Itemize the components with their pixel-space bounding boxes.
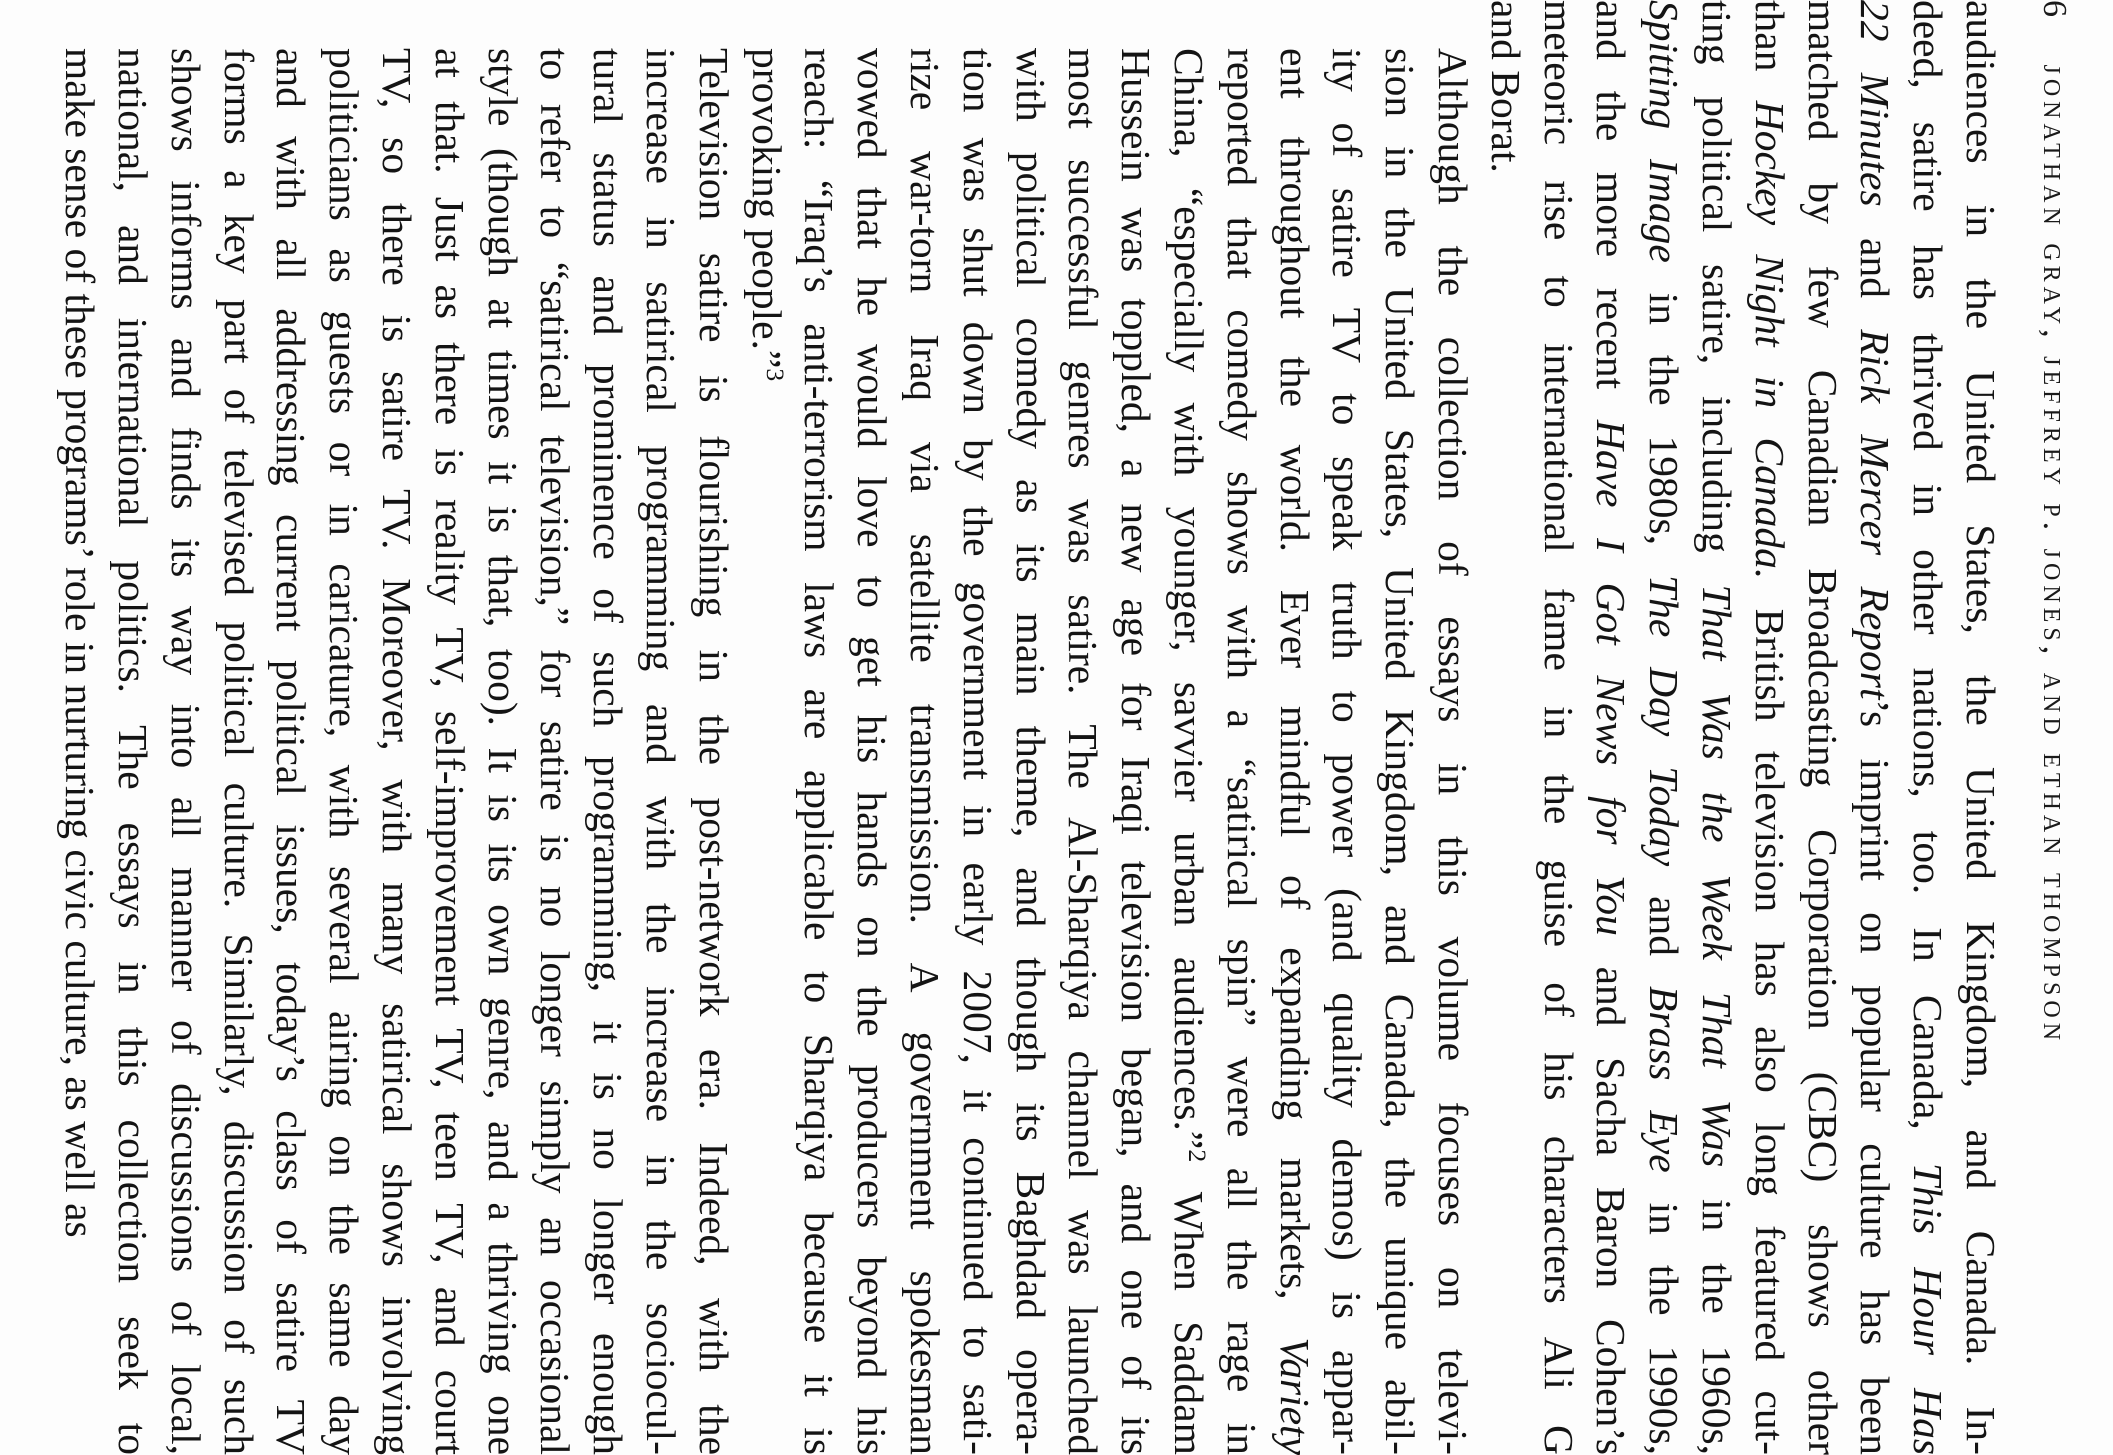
italic-title: Variety: [1271, 1337, 1318, 1455]
text-line: [212, 0, 265, 1455]
text-run: make sense of these programs’ role in nurturing civic culture, as well as: [57, 48, 104, 1238]
text-run: ’s imprint on popular culture has been: [1852, 699, 1899, 1455]
text-run: ent throughout the world. Ever mindful of expanding markets,: [1271, 48, 1318, 1338]
text-run: style (though at times it is that, too). It is its own genre, and a thriving one: [479, 48, 526, 1455]
italic-title: Hockey Night in Canada.: [1746, 100, 1793, 580]
text-run: and Sacha Baron Cohen’s: [1588, 935, 1635, 1455]
italic-title: Brass Eye: [1641, 986, 1688, 1173]
text-line: [1004, 0, 1057, 1455]
text-line: [1479, 0, 1532, 1455]
text-run: with political comedy as its main theme, and though its Baghdad opera-: [1007, 48, 1054, 1455]
text-line: [1321, 0, 1374, 1455]
text-line: [1057, 0, 1110, 1455]
text-run: than: [1746, 0, 1793, 101]
text-line: [845, 0, 898, 1455]
text-run: and the more recent: [1588, 0, 1635, 420]
text-run: ity of satire TV to speak truth to power (and quality demos) is appar-: [1324, 48, 1371, 1455]
text-line: [370, 0, 423, 1455]
footnote-marker: 2: [1183, 1149, 1213, 1163]
text-line: [951, 0, 1004, 1455]
text-run: Hussein was toppled, a new age for Iraqi television began, and one of its: [1113, 48, 1160, 1455]
text-line: [1690, 0, 1743, 1455]
text-line: [687, 0, 740, 1455]
text-run: When Saddam: [1166, 1162, 1213, 1455]
text-run: reported that comedy shows with a “satirical spin” were all the rage in: [1218, 48, 1265, 1455]
page-header: [2035, 0, 2073, 1045]
text-line: [1162, 0, 1215, 1455]
text-line: [634, 0, 687, 1455]
text-run: tion was shut down by the government in early 2007, it continued to sati-: [954, 48, 1001, 1455]
text-line: [1849, 0, 1902, 1455]
text-run: vowed that he would love to get his hands on the producers beyond his: [849, 48, 896, 1455]
footnote-marker: 3: [760, 368, 790, 382]
text-line: [1215, 0, 1268, 1455]
text-run: British television has also long featured cut-: [1746, 579, 1793, 1455]
text-line: [106, 0, 159, 1455]
text-line: [1532, 0, 1585, 1455]
text-run: politicians as guests or in caricature, with several airing on the same day: [321, 48, 368, 1455]
text-run: national, and international politics. The essays in this collection seek to: [110, 48, 157, 1455]
text-run: and: [1852, 206, 1899, 330]
text-run: sion in the United States, United Kingdom, and Canada, the unique abil-: [1377, 48, 1424, 1455]
running-head: jonathan gray, jeffrey p. jones, and ethan thompson: [2036, 64, 2073, 1046]
text-line: [793, 0, 846, 1455]
text-line: [740, 0, 793, 1455]
text-run: in the 1960s,: [1694, 1167, 1741, 1455]
text-run: matched by few Canadian Broadcasting Corporation (CBC) shows other: [1799, 0, 1846, 1455]
text-run: TV, so there is satire TV. Moreover, with many satirical shows involving: [374, 48, 421, 1455]
text-line: [529, 0, 582, 1455]
text-run: tural status and prominence of such programming, it is no longer enough: [585, 48, 632, 1455]
text-line: [54, 0, 107, 1455]
text-run: in the 1980s,: [1641, 262, 1688, 575]
text-run: ting political satire, including: [1694, 0, 1741, 585]
italic-title: This Hour Has: [1905, 1162, 1952, 1455]
text-run: in the 1990s,: [1641, 1172, 1688, 1455]
text-line: [265, 0, 318, 1455]
text-run: Television satire is flourishing in the post-network era. Indeed, with the: [690, 48, 737, 1455]
text-line: [159, 0, 212, 1455]
text-line: [318, 0, 371, 1455]
text-run: at that. Just as there is reality TV, self-improvement TV, teen TV, and court: [426, 48, 473, 1455]
text-run: shows informs and finds its way into all manner of discussions of local,: [162, 48, 209, 1455]
text-run: rize war-torn Iraq via satellite transmission. A government spokesman: [902, 48, 949, 1455]
text-run: and: [1641, 866, 1688, 986]
text-run: and with all addressing current political issues, today’s class of satire TV: [268, 48, 315, 1455]
italic-title: The Day Today: [1641, 575, 1688, 867]
text-run: audiences in the United States, the United Kingdom, and Canada. In-: [1958, 0, 2004, 1455]
text-line: [423, 0, 476, 1455]
text-run: Although the collection of essays in this volume focuses on televi-: [1430, 48, 1477, 1455]
text-run: deed, satire has thrived in other nations, too. In Canada,: [1905, 0, 1952, 1163]
paragraph: [740, 0, 1479, 1455]
text-run: increase in satirical programming and with the increase in the sociocul-: [638, 48, 685, 1455]
text-run: to refer to “satirical television,” for satire is no longer simply an occasional: [532, 48, 579, 1455]
text-line: [1637, 0, 1690, 1455]
italic-title: Rick Mercer Report: [1852, 329, 1899, 700]
text-line: [1585, 0, 1638, 1455]
paragraph: [54, 0, 740, 1455]
text-run: reach: “Iraq’s anti-terrorism laws are applicable to Sharqiya because it is: [796, 48, 843, 1455]
italic-title: 22 Minutes: [1852, 0, 1899, 207]
text-line: [476, 0, 529, 1455]
text-run: provoking people.”: [743, 48, 790, 369]
text-line: [1268, 0, 1321, 1455]
text-line: [1743, 0, 1796, 1455]
text-line: [1373, 0, 1426, 1455]
paragraph: [1479, 0, 2007, 1455]
text-line: [581, 0, 634, 1455]
text-run: forms a key part of televised political culture. Similarly, discussion of such: [215, 48, 262, 1455]
text-run: China, “especially with younger, savvier urban audiences.”: [1166, 48, 1213, 1150]
text-line: [1109, 0, 1162, 1455]
italic-title: That Was the Week That Was: [1694, 584, 1741, 1168]
italic-title: Spitting Image: [1641, 0, 1688, 263]
text-line: [1954, 0, 2007, 1455]
text-run: meteoric rise to international fame in the guise of his characters Ali G: [1535, 0, 1582, 1455]
text-run: and Borat.: [1482, 0, 1529, 173]
body-text: [54, 0, 2007, 1455]
text-line: [1796, 0, 1849, 1455]
text-line: [898, 0, 951, 1455]
page-number: 6: [2036, 0, 2073, 17]
italic-title: Have I Got News for You: [1588, 419, 1635, 936]
text-line: [1901, 0, 1954, 1455]
text-run: most successful genres was satire. The Al-Sharqiya channel was launched: [1060, 48, 1107, 1455]
text-line: [1426, 0, 1479, 1455]
